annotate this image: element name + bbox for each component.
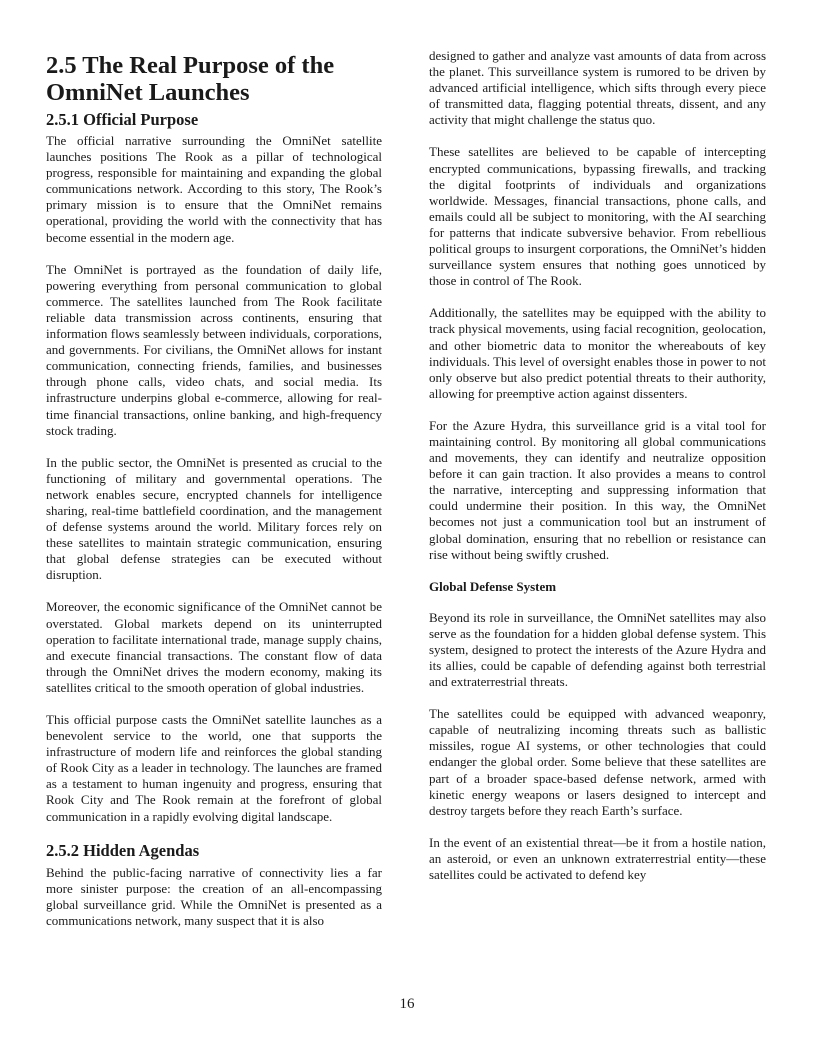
official-paragraph-4: Moreover, the economic significance of the OmniNet cannot be overstated. Global markets depend on its uninterrupted operation to facilitate international trade, manage supply chains, and execute financial transactions. The constant flow of data through the OmniNet drives the modern economy, making its satellites critical to the smooth operation of global industries. xyxy=(46,599,382,695)
official-paragraph-1: The official narrative surrounding the OmniNet satellite launches positions The Rook as a pillar of technological progress, responsible for maintaining and expanding the global communications network. According to this story, The Rook’s primary mission is to ensure that the OmniNet remains operational, providing the world with the connectivity that has become essential in the modern age. xyxy=(46,133,382,245)
defense-paragraph-3: In the event of an existential threat—be it from a hostile nation, an asteroid, or even an unknown extraterrestrial entity—these satellites could be activated to defend key xyxy=(429,834,766,883)
hidden-paragraph-2: These satellites are believed to be capable of intercepting encrypted communications, bypassing firewalls, and tracking the digital footprints of individuals and organizations worldwide. Messages, financial transactions, phone calls, and emails could all be subject to monitoring, with the AI searching for patterns that indicate subversive behavior. From rebellious political groups to insurgent corporations, the OmniNet’s hidden surveillance system ensures that nothing goes unnoticed by those in control of The Rook. xyxy=(429,144,766,289)
defense-paragraph-1: Beyond its role in surveillance, the OmniNet satellites may also serve as the foundation for a hidden global defense system. This system, designed to protect the interests of the Azure Hydra and its allies, could be capable of defending against both terrestrial and extraterrestrial threats. xyxy=(429,609,766,690)
official-paragraph-3: In the public sector, the OmniNet is presented as crucial to the functioning of military and governmental operations. The network enables secure, encrypted channels for intelligence sharing, real-time battlefield coordination, and the management of defense systems around the world. Military forces rely on these satellites to maintain strategic communication, ensuring that global defense strategies can be executed without disruption. xyxy=(46,454,382,583)
hidden-paragraph-3: Additionally, the satellites may be equipped with the ability to track physical movements, using facial recognition, geolocation, and other biometric data to monitor the whereabouts of key individuals. This level of oversight enables those in power to not only observe but also predict potential threats to their authority, allowing for preemptive action against dissenters. xyxy=(429,305,766,401)
page-number: 16 xyxy=(399,996,415,1012)
hidden-paragraph-continued: designed to gather and analyze vast amounts of data from across the planet. This surveillance system is rumored to be driven by advanced artificial intelligence, which sifts through every piece of transmitted data, flagging potential threats, dissent, and any activity that might challenge the status quo. xyxy=(429,48,766,128)
defense-paragraph-2: The satellites could be equipped with advanced weaponry, capable of neutralizing incoming threats such as ballistic missiles, rogue AI systems, or other technologies that could endanger the global order. Some believe that these satellites are part of a broader space-based defense network, armed with kinetic energy weapons or lasers designed to intercept and destroy targets before they reach Earth’s surface. xyxy=(429,706,766,818)
global-defense-heading: Global Defense System xyxy=(429,578,557,594)
left-column xyxy=(46,50,382,945)
official-purpose-heading: 2.5.1 Official Purpose xyxy=(46,110,199,129)
official-paragraph-5: This official purpose casts the OmniNet satellite launches as a benevolent service to the world, one that supports the infrastructure of modern life and reinforces the global standing of Rook City as a leader in technology. The launches are framed as a testament to human ingenuity and progress, ensuring that Rook City and The Rook remain at the forefront of global communication in a rapidly evolving digital landscape. xyxy=(46,712,382,824)
official-paragraph-2: The OmniNet is portrayed as the foundation of daily life, powering everything from personal communication to global commerce. The satellites launched from The Rook facilitate reliable data transmission across continents, ensuring that information flows seamlessly between individuals, corporations, and governments. For civilians, the OmniNet allows for instant communication, connecting friends, families, and businesses through phone calls, video chats, and social media. Its infrastructure underpins global e-commerce, allowing for real-time financial transactions, online banking, and high-frequency stock trading. xyxy=(46,261,382,438)
hidden-agendas-intro: Behind the public-facing narrative of connectivity lies a far more sinister purpose: the creation of an all-encompassing global surveillance grid. While the OmniNet is presented as a communications network, many suspect that it is also xyxy=(46,864,382,928)
hidden-paragraph-4: For the Azure Hydra, this surveillance grid is a vital tool for maintaining control. By monitoring all global communications and movements, they can identify and neutralize opposition before it can gain traction. It also provides a means to control the narrative, intercepting and suppressing information that could undermine their position. In this way, the OmniNet becomes not just a communication tool but an instrument of global domination, ensuring that no rebellion or resistance can rise without being swiftly crushed. xyxy=(429,417,766,562)
hidden-agendas-heading: 2.5.2 Hidden Agendas xyxy=(46,840,200,860)
right-column xyxy=(429,48,766,899)
section-title: 2.5 The Real Purpose of the OmniNet Launches xyxy=(46,52,335,106)
